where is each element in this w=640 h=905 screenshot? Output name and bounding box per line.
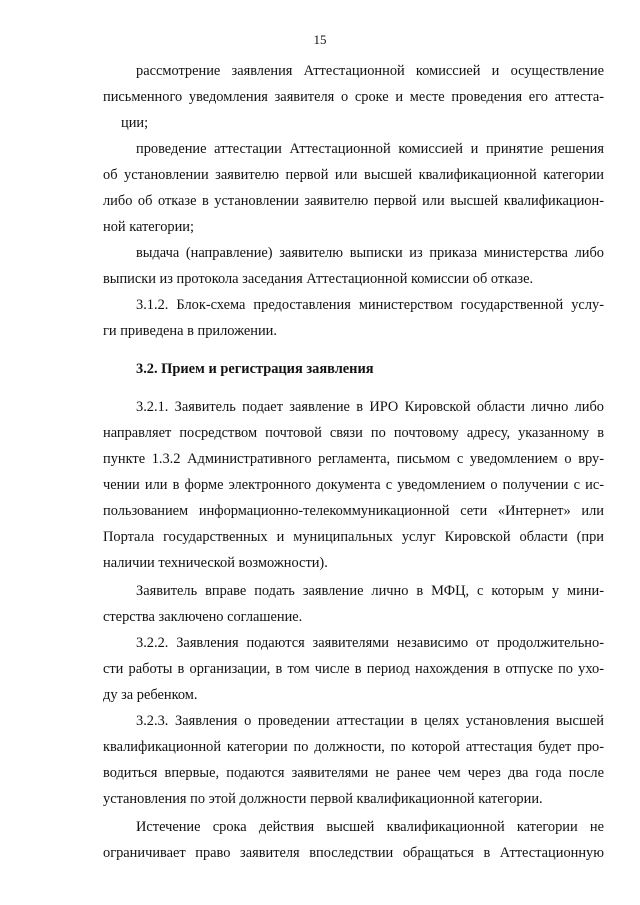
text-line: 3.2.1. Заявитель подает заявление в ИРО Кировской области лично либо [136, 399, 604, 415]
text-line: пользованием информационно-телекоммуникационной сети «Интернет» или [103, 503, 604, 519]
text-line: проведение аттестации Аттестационной комиссией и принятие решения [136, 141, 604, 157]
text-line: направляет посредством почтовой связи по почтовому адресу, указанному в [103, 425, 604, 441]
text-line: ной категории; [103, 219, 194, 235]
page-number: 15 [313, 32, 327, 47]
text-line: либо об отказе в установлении заявителю первой или высшей квалификацион- [103, 193, 604, 209]
text-line: Заявитель вправе подать заявление лично в МФЦ, с которым у мини- [136, 583, 604, 599]
text-line: письменного уведомления заявителя о сроке и месте проведения его аттеста- [103, 89, 604, 105]
section-heading: 3.2. Прием и регистрация заявления [136, 361, 374, 377]
text-line: ограничивает право заявителя впоследствии обращаться в Аттестационную [103, 845, 604, 861]
text-line: Портала государственных и муниципальных услуг Кировской области (при [103, 529, 604, 545]
text-line: об установлении заявителю первой или высшей квалификационной категории [103, 167, 604, 183]
text-line: квалификационной категории по должности, по которой аттестация будет про- [103, 739, 604, 755]
text-line: пункте 1.3.2 Административного регламента, письмом с уведомлением о вру- [103, 451, 604, 467]
text-line: 3.2.3. Заявления о проведении аттестации в целях установления высшей [136, 713, 604, 729]
text-line: ду за ребенком. [103, 687, 198, 703]
text-line: установления по этой должности первой квалификационной категории. [103, 791, 543, 807]
text-line: выписки из протокола заседания Аттестационной комиссии об отказе. [103, 271, 534, 287]
text-line: наличии технической возможности). [103, 555, 328, 571]
text-line: чении или в форме электронного документа с уведомлением о получении с ис- [103, 477, 604, 493]
text-line: ги приведена в приложении. [103, 323, 277, 339]
text-line: выдача (направление) заявителю выписки из приказа министерства либо [136, 245, 604, 261]
text-line: рассмотрение заявления Аттестационной комиссией и осуществление [136, 63, 604, 79]
text-line: 3.2.2. Заявления подаются заявителями независимо от продолжительно- [136, 635, 604, 651]
text-line: водиться впервые, подаются заявителями не ранее чем через два года после [103, 765, 604, 781]
text-line: Истечение срока действия высшей квалификационной категории не [136, 819, 604, 835]
text-line: ции; [121, 115, 149, 131]
text-line: сти работы в организации, в том числе в период нахождения в отпуске по ухо- [103, 661, 604, 677]
text-line: стерства заключено соглашение. [103, 609, 303, 625]
text-line: 3.1.2. Блок-схема предоставления министерством государственной услу- [136, 297, 604, 313]
